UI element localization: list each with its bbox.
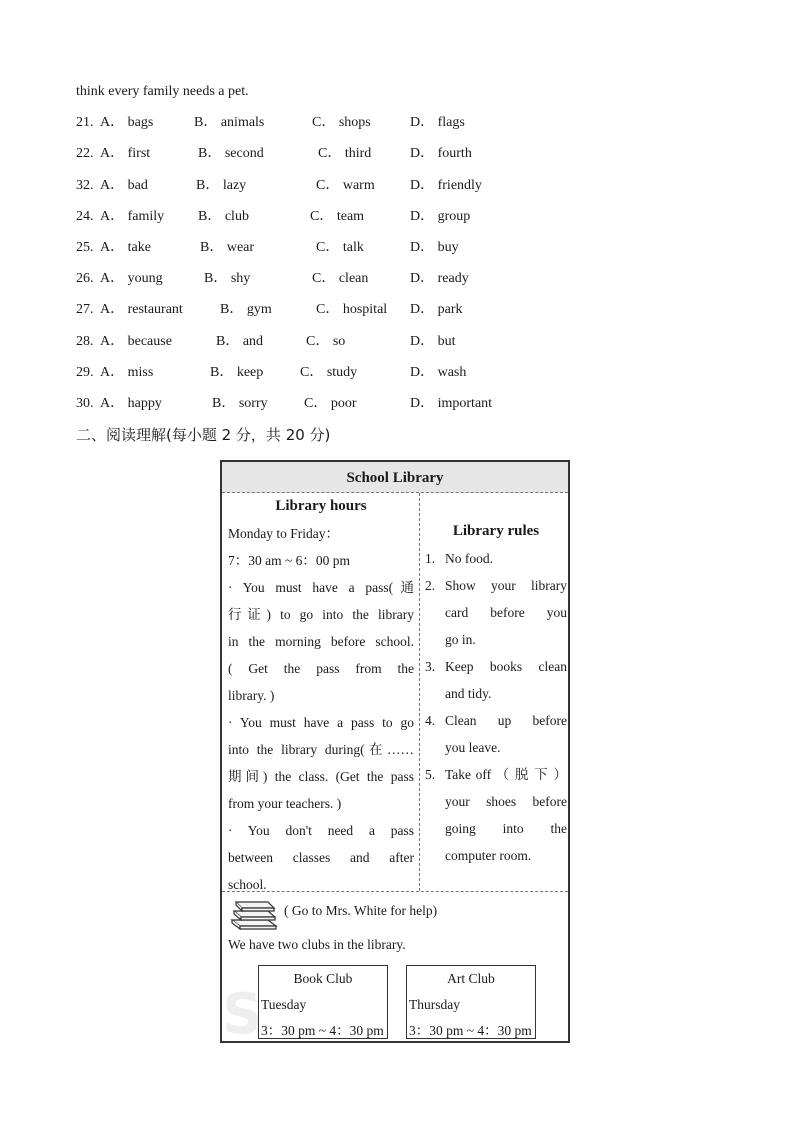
library-hours: [228, 493, 414, 898]
question-number: 24.: [76, 209, 94, 224]
question-number: 22.: [76, 146, 94, 161]
rule-line: go in.: [445, 632, 476, 647]
option-d: D． wash: [410, 365, 467, 380]
option-c: C． talk: [316, 240, 364, 255]
column-divider: [419, 493, 420, 891]
clubs-intro: We have two clubs in the library.: [228, 937, 406, 952]
rule-line: Take off （ 脱 下 ）: [445, 767, 567, 782]
library-notice: [220, 460, 570, 1047]
option-d: D． group: [410, 209, 471, 224]
rule-number: 3.: [425, 659, 436, 674]
hours-line: 期间) the class. (Get the pass: [228, 769, 414, 784]
option-a: A． because: [100, 334, 172, 349]
rule-line: and tidy.: [445, 686, 492, 701]
notice-title: School Library: [222, 462, 568, 493]
option-c: C． hospital: [316, 302, 388, 317]
option-d: D． friendly: [410, 178, 482, 193]
rule-line: computer room.: [445, 848, 532, 863]
option-a: A． bags: [100, 115, 154, 130]
question-number: 25.: [76, 240, 94, 255]
hours-line: from your teachers. ): [228, 796, 342, 811]
book-club-box: [258, 965, 388, 1039]
hours-line: Monday to Friday：: [228, 526, 339, 541]
art-club-box: [406, 965, 536, 1039]
option-b: B． gym: [220, 302, 272, 317]
hours-line: in the morning before school.: [228, 634, 414, 649]
hours-line: · You must have a pass(通: [228, 580, 414, 595]
hours-line: school.: [228, 877, 267, 892]
option-c: C． team: [310, 209, 365, 224]
option-b: B． and: [216, 334, 264, 349]
club-time: 3：30 pm ~ 4：30 pm: [261, 1023, 384, 1038]
option-c: C． third: [318, 146, 372, 161]
option-c: C． warm: [316, 178, 375, 193]
option-d: D． flags: [410, 115, 465, 130]
option-c: C． poor: [304, 396, 357, 411]
option-c: C． study: [300, 365, 358, 380]
rule-line: Show your library: [445, 578, 567, 593]
rule-item: [425, 653, 567, 707]
club-day: Thursday: [409, 997, 460, 1012]
option-b: B． animals: [194, 115, 265, 130]
rule-line: you leave.: [445, 740, 501, 755]
rule-item: [425, 545, 567, 572]
option-b: B． second: [198, 146, 264, 161]
option-b: B． club: [198, 209, 249, 224]
option-a: A． miss: [100, 365, 154, 380]
watermark-logo: S: [222, 982, 263, 1047]
rule-number: 5.: [425, 767, 436, 782]
rule-line: Clean up before: [445, 713, 567, 728]
option-a: A． family: [100, 209, 165, 224]
hours-line: 7：30 am ~ 6：00 pm: [228, 553, 351, 568]
option-b: B． wear: [200, 240, 255, 255]
help-note: ( Go to Mrs. White for help): [284, 903, 438, 918]
question-number: 28.: [76, 334, 94, 349]
question-number: 32.: [76, 178, 94, 193]
rule-item: [425, 572, 567, 653]
hours-title: Library hours: [275, 498, 367, 514]
option-a: A． bad: [100, 178, 148, 193]
question-number: 30.: [76, 396, 94, 411]
option-c: C． so: [306, 334, 346, 349]
rule-number: 2.: [425, 578, 436, 593]
library-rules: [425, 518, 567, 869]
option-b: B． shy: [204, 271, 251, 286]
club-name: Book Club: [293, 971, 353, 986]
question-number: 26.: [76, 271, 94, 286]
rule-number: 1.: [425, 551, 436, 566]
option-d: D． park: [410, 302, 463, 317]
rule-line: No food.: [445, 551, 493, 566]
rule-item: [425, 761, 567, 869]
option-a: A． restaurant: [100, 302, 183, 317]
option-b: B． sorry: [212, 396, 268, 411]
books-icon: [228, 896, 278, 930]
rule-line: Keep books clean: [445, 659, 567, 674]
question-number: 29.: [76, 365, 94, 380]
club-time: 3：30 pm ~ 4：30 pm: [409, 1023, 532, 1038]
option-b: B． keep: [210, 365, 264, 380]
option-d: D． important: [410, 396, 493, 411]
club-name: Art Club: [447, 971, 495, 986]
option-c: C． shops: [312, 115, 371, 130]
option-d: D． buy: [410, 240, 459, 255]
option-a: A． take: [100, 240, 151, 255]
question-number: 27.: [76, 302, 94, 317]
section-heading: 二、阅读理解(每小题 2 分，共 20 分): [76, 426, 331, 444]
hours-line: library. ): [228, 688, 275, 703]
hours-line: into the library during(在……: [228, 742, 414, 757]
option-a: A． happy: [100, 396, 162, 411]
hours-line: ( Get the pass from the: [228, 661, 414, 676]
option-d: D． but: [410, 334, 456, 349]
option-d: D． ready: [410, 271, 469, 286]
rule-item: [425, 707, 567, 761]
club-day: Tuesday: [261, 997, 307, 1012]
hours-line: · You don't need a pass: [228, 823, 414, 838]
option-a: A． first: [100, 146, 151, 161]
option-c: C． clean: [312, 271, 369, 286]
hours-line: 行证) to go into the library: [228, 607, 414, 622]
rule-line: going into the: [445, 821, 567, 836]
option-d: D． fourth: [410, 146, 472, 161]
rule-line: card before you: [445, 605, 567, 620]
rule-line: your shoes before: [445, 794, 567, 809]
option-b: B． lazy: [196, 178, 247, 193]
hours-line: · You must have a pass to go: [228, 715, 414, 730]
rule-number: 4.: [425, 713, 436, 728]
passage-ending: think every family needs a pet.: [76, 84, 249, 99]
hours-line: between classes and after: [228, 850, 414, 865]
rules-title: Library rules: [452, 523, 540, 539]
question-number: 21.: [76, 115, 94, 130]
option-a: A． young: [100, 271, 163, 286]
